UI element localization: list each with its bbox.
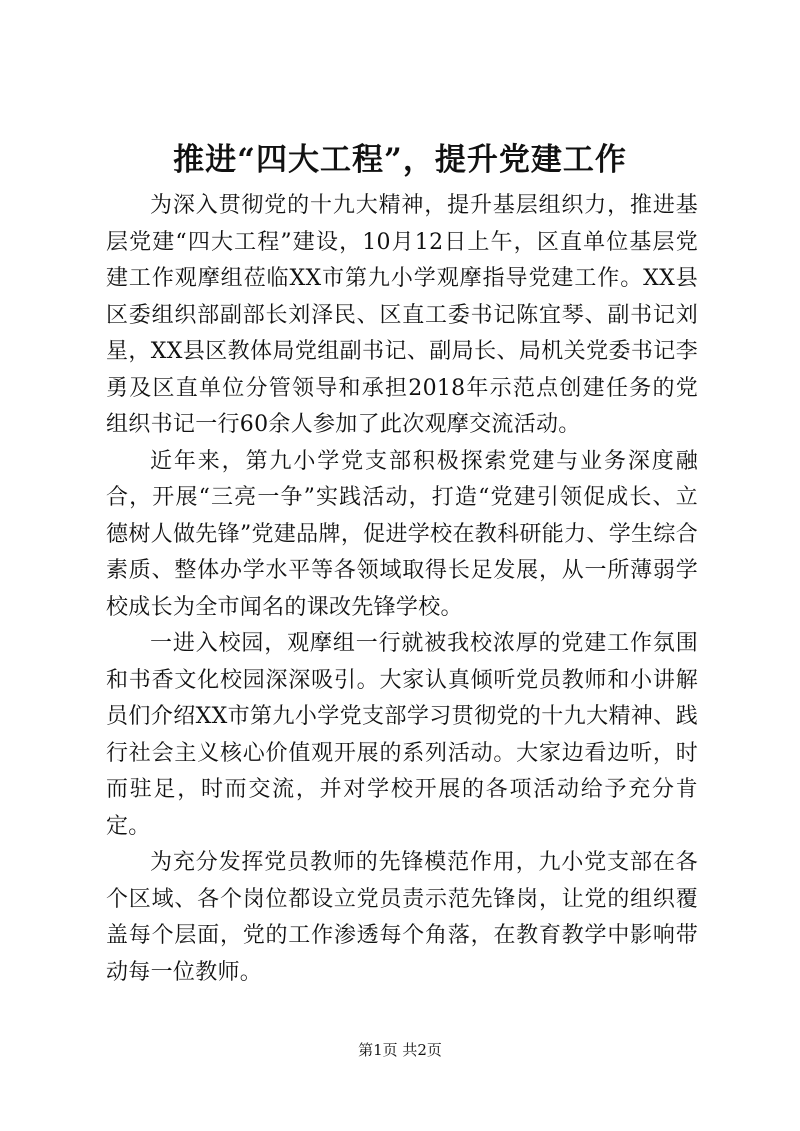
paragraph-2: 近年来，第九小学党支部积极探索党建与业务深度融合，开展“三亮一争”实践活动，打造“党建引领促成长、立德树人做先锋”党建品牌，促进学校在教科研能力、学生综合素质、整体办学水平等各领域取得长足发展，从一所薄弱学校成长为全市闻名的课改先锋学校。: [106, 448, 698, 620]
paragraph-4: 为充分发挥党员教师的先锋模范作用，九小党支部在各个区域、各个岗位都设立党员责示范先锋岗，让党的组织覆盖每个层面，党的工作渗透每个角落，在教育教学中影响带动每一位教师。: [106, 850, 698, 985]
paragraph-3: 一进入校园，观摩组一行就被我校浓厚的党建工作氛围和书香文化校园深深吸引。大家认真倾听党员教师和小讲解员们介绍XX市第九小学党支部学习贯彻党的十九大精神、践行社会主义核心价值观开展的系列活动。大家边看边听，时而驻足，时而交流，并对学校开展的各项活动给予充分肯定。: [106, 631, 698, 839]
page-number-footer: 第1页 共2页: [358, 1041, 442, 1059]
paragraph-1: 为深入贯彻党的十九大精神，提升基层组织力，推进基层党建“四大工程”建设，10月12日上午，区直单位基层党建工作观摩组莅临XX市第九小学观摩指导党建工作。XX县区委组织部副部长刘泽民、区直工委书记陈宜琴、副书记刘星，XX县区教体局党组副书记、副局长、局机关党委书记李勇及区直单位分管领导和承担2018年示范点创建任务的党组织书记一行60余人参加了此次观摩交流活动。: [106, 193, 698, 437]
document-body: [106, 188, 698, 991]
document-title: 推进“四大工程”，提升党建工作: [173, 142, 627, 178]
